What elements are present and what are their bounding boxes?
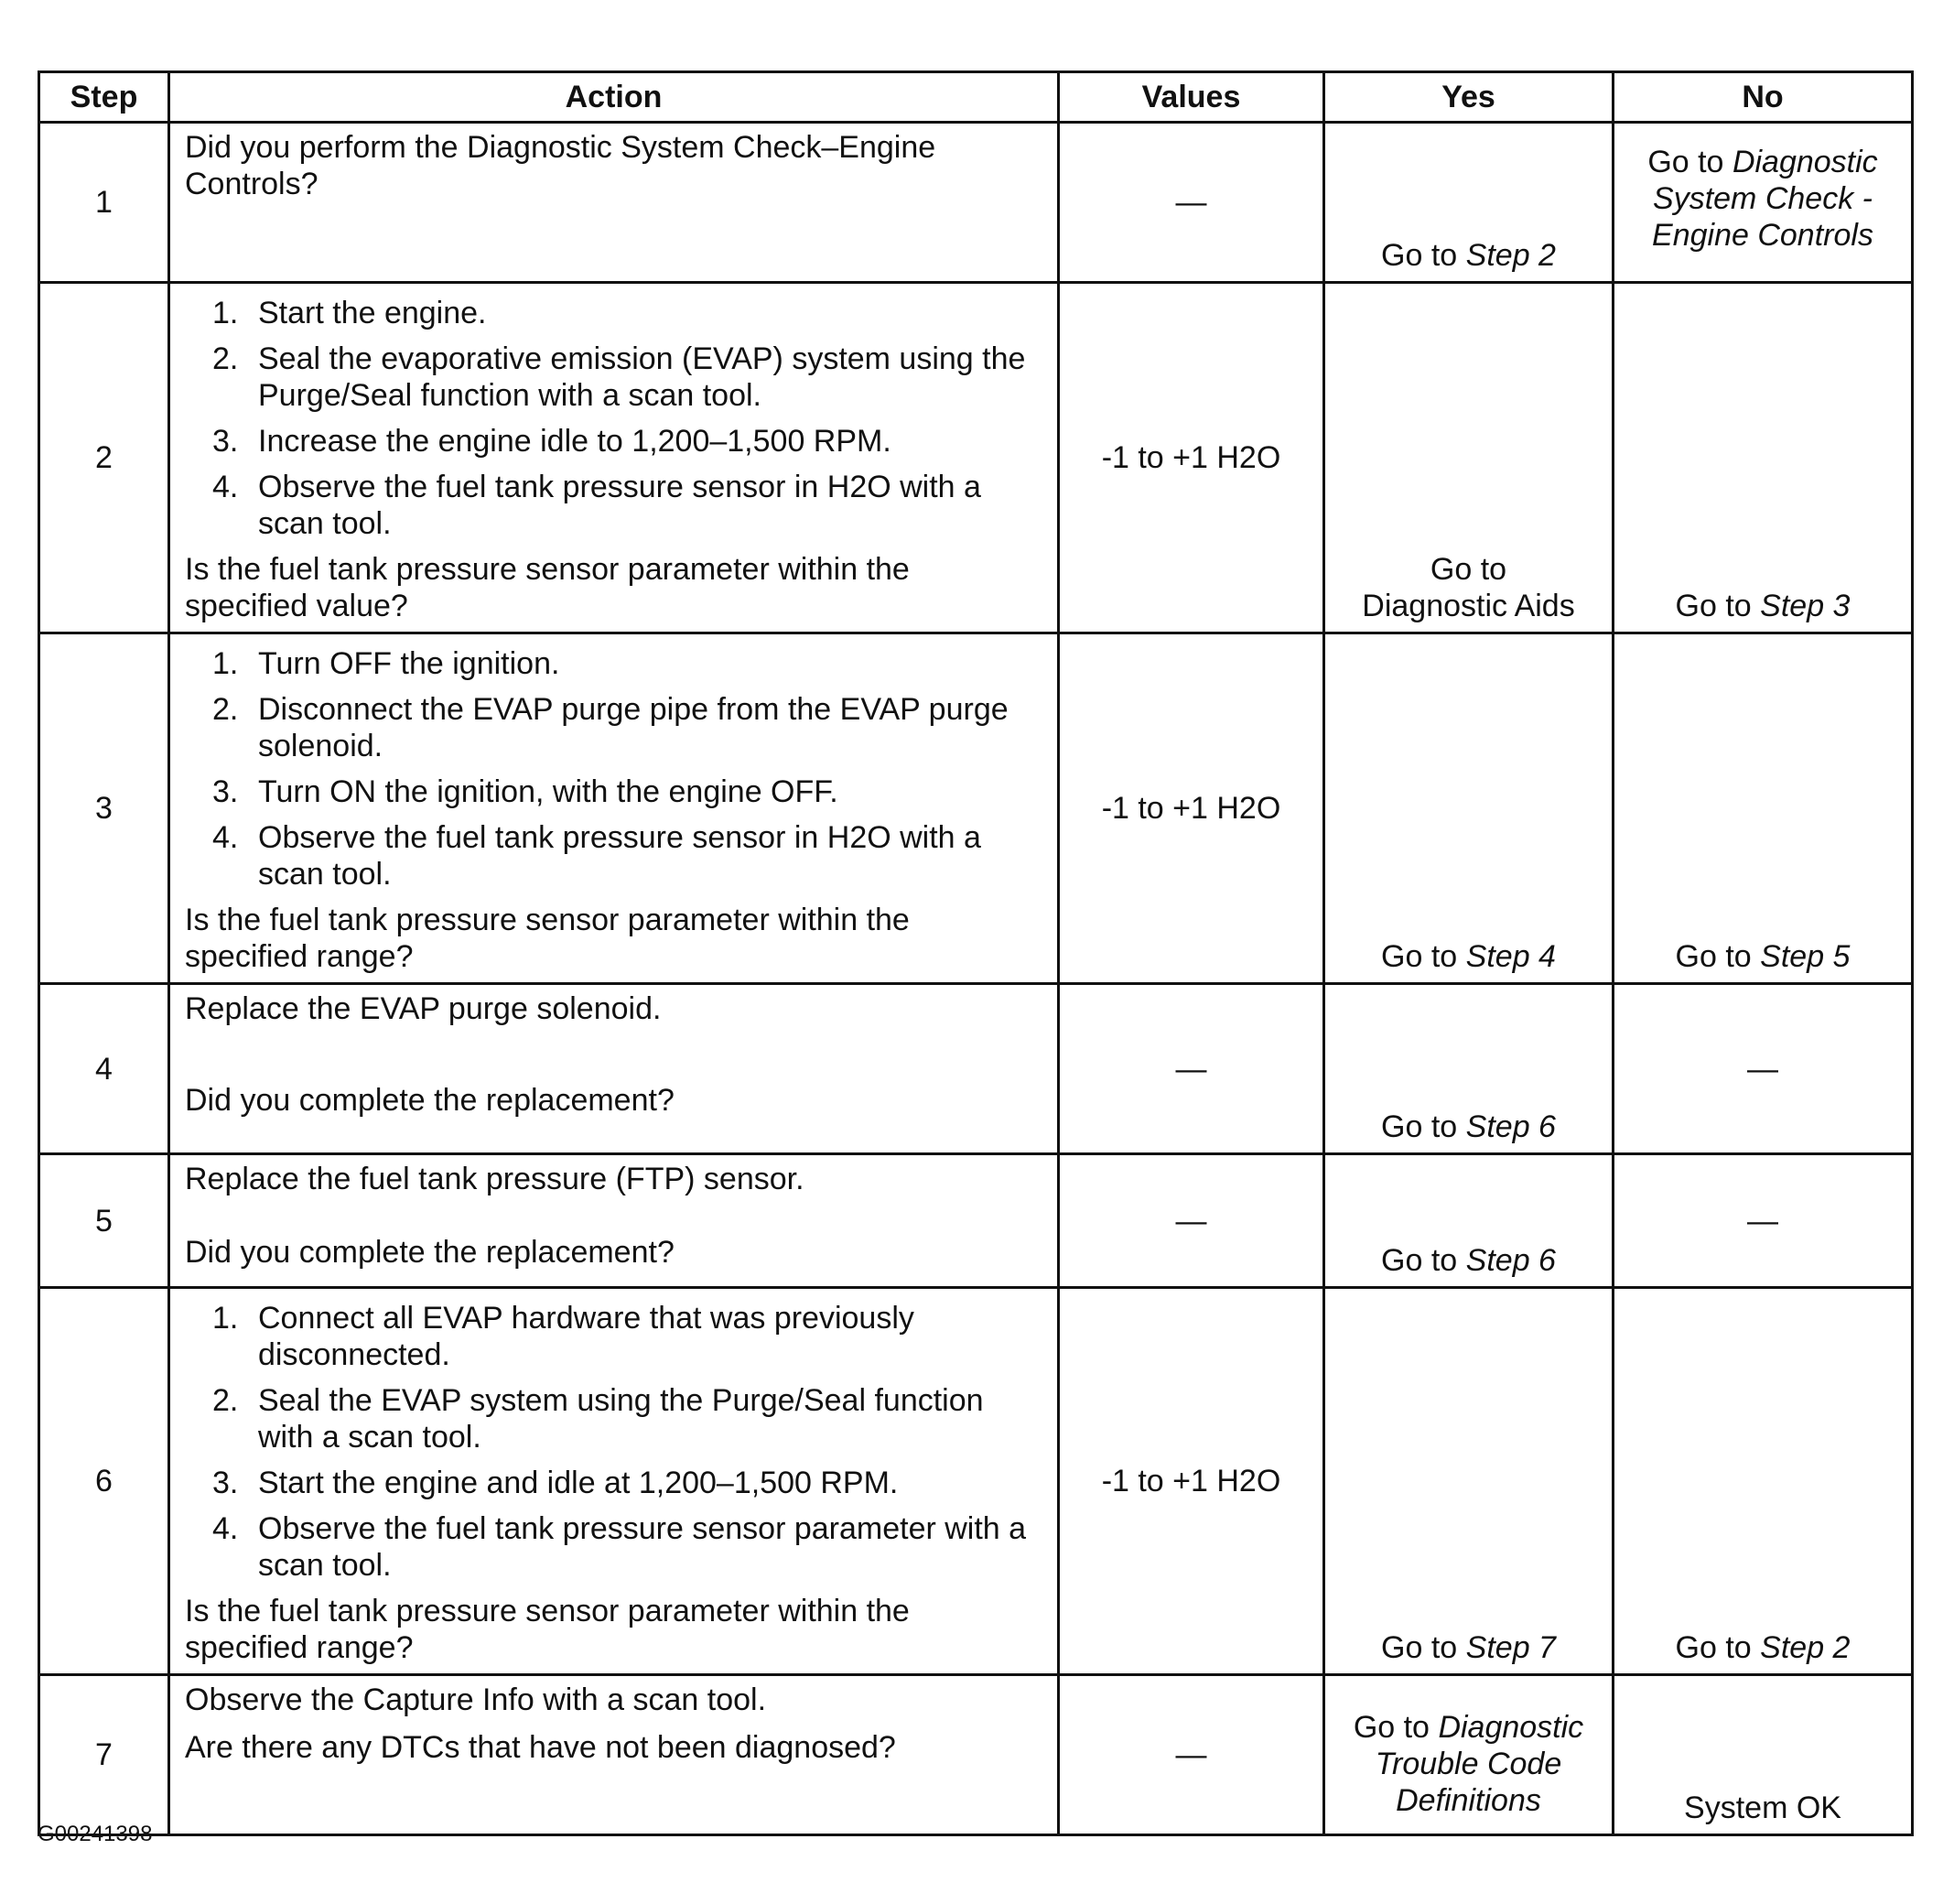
- step-number: 6: [39, 1288, 169, 1675]
- item-text: Connect all EVAP hardware that was previously disconnected.: [258, 1301, 914, 1372]
- header-action: Action: [169, 72, 1059, 123]
- item-text: Disconnect the EVAP purge pipe from the EVAP purge solenoid.: [258, 692, 1009, 763]
- action-cell: [169, 1675, 1059, 1835]
- list-item: [212, 691, 1039, 764]
- item-number: 2.: [212, 1383, 239, 1418]
- header-no: No: [1614, 72, 1913, 123]
- action-list: [185, 295, 1039, 542]
- action-text: Replace the fuel tank pressure (FTP) sensor.: [185, 1162, 804, 1196]
- action-question: Is the fuel tank pressure sensor parameter within the specified range?: [185, 1594, 910, 1665]
- list-item: [212, 645, 1039, 682]
- no-link: Step 2: [1760, 1630, 1851, 1665]
- action-text: Replace the EVAP purge solenoid.: [185, 991, 662, 1026]
- yes-prefix: Go to: [1353, 1710, 1430, 1745]
- list-item: [212, 423, 1039, 460]
- action-cell: [169, 1154, 1059, 1288]
- yes-cell: [1324, 123, 1614, 283]
- list-item: [212, 469, 1039, 542]
- list-item: [212, 1382, 1039, 1455]
- header-values: Values: [1059, 72, 1324, 123]
- action-text: Did you perform the Diagnostic System Check–Engine Controls?: [185, 130, 936, 201]
- table-row: [39, 633, 1913, 984]
- yes-prefix: Go to: [1381, 238, 1458, 273]
- yes-cell: [1324, 1154, 1614, 1288]
- spacer: [185, 1197, 1039, 1228]
- step-number: 2: [39, 283, 169, 633]
- item-text: Seal the evaporative emission (EVAP) system using the Purge/Seal function with a scan tool.: [258, 341, 1026, 413]
- values-cell: —: [1059, 123, 1324, 283]
- values-cell: —: [1059, 1675, 1324, 1835]
- no-cell: —: [1614, 1154, 1913, 1288]
- yes-link: Step 7: [1465, 1630, 1556, 1665]
- action-text: Observe the Capture Info with a scan tool.: [185, 1682, 767, 1717]
- values-cell: -1 to +1 H2O: [1059, 1288, 1324, 1675]
- list-item: [212, 1465, 1039, 1501]
- no-cell: System OK: [1614, 1675, 1913, 1835]
- item-text: Seal the EVAP system using the Purge/Seal function with a scan tool.: [258, 1383, 984, 1455]
- action-list: [185, 1300, 1039, 1584]
- yes-link: Diagnostic Trouble Code Definitions: [1375, 1710, 1584, 1818]
- table-row: [39, 984, 1913, 1154]
- list-item: [212, 819, 1039, 892]
- no-link: Step 3: [1760, 589, 1851, 623]
- item-number: 1.: [212, 646, 239, 681]
- step-number: 5: [39, 1154, 169, 1288]
- yes-link: Step 6: [1465, 1109, 1556, 1144]
- values-cell: —: [1059, 1154, 1324, 1288]
- action-cell: [169, 123, 1059, 283]
- values-cell: -1 to +1 H2O: [1059, 283, 1324, 633]
- header-step: Step: [39, 72, 169, 123]
- table-row: [39, 1288, 1913, 1675]
- item-number: 3.: [212, 774, 239, 809]
- table-row: [39, 1154, 1913, 1288]
- item-number: 2.: [212, 341, 239, 376]
- action-question: Is the fuel tank pressure sensor parameter within the specified value?: [185, 552, 910, 623]
- table-row: [39, 283, 1913, 633]
- yes-cell: [1324, 633, 1614, 984]
- list-item: [212, 341, 1039, 414]
- list-item: [212, 774, 1039, 810]
- item-number: 1.: [212, 1301, 239, 1336]
- item-number: 3.: [212, 1466, 239, 1500]
- action-question: Is the fuel tank pressure sensor parameter within the specified range?: [185, 903, 910, 974]
- item-text: Observe the fuel tank pressure sensor in H2O with a scan tool.: [258, 820, 981, 892]
- values-cell: -1 to +1 H2O: [1059, 633, 1324, 984]
- action-cell: [169, 633, 1059, 984]
- step-number: 4: [39, 984, 169, 1154]
- item-number: 4.: [212, 470, 239, 504]
- yes-prefix: Go to: [1381, 1630, 1458, 1665]
- item-text: Start the engine and idle at 1,200–1,500 RPM.: [258, 1466, 899, 1500]
- item-text: Observe the fuel tank pressure sensor in H2O with a scan tool.: [258, 470, 981, 541]
- no-cell: [1614, 1288, 1913, 1675]
- action-question: Did you complete the replacement?: [185, 1235, 675, 1270]
- list-item: [212, 1510, 1039, 1584]
- no-cell: [1614, 283, 1913, 633]
- no-prefix: Go to: [1647, 145, 1724, 179]
- no-link: Step 5: [1760, 939, 1851, 974]
- table-row: [39, 1675, 1913, 1835]
- yes-cell: [1324, 283, 1614, 633]
- figure-code: G00241398: [38, 1822, 153, 1846]
- item-text: Turn ON the ignition, with the engine OFF.: [258, 774, 838, 809]
- step-number: 1: [39, 123, 169, 283]
- item-text: Increase the engine idle to 1,200–1,500 RPM.: [258, 424, 891, 459]
- no-prefix: Go to: [1675, 939, 1752, 974]
- no-prefix: Go to: [1675, 1630, 1752, 1665]
- item-number: 4.: [212, 1511, 239, 1546]
- yes-cell: [1324, 1288, 1614, 1675]
- yes-link: Step 2: [1465, 238, 1556, 273]
- item-number: 4.: [212, 820, 239, 855]
- no-cell: —: [1614, 984, 1913, 1154]
- step-number: 7: [39, 1675, 169, 1835]
- no-cell: [1614, 123, 1913, 283]
- list-item: [212, 1300, 1039, 1373]
- item-number: 2.: [212, 692, 239, 727]
- no-link: Diagnostic System Check - Engine Controls: [1652, 145, 1878, 253]
- yes-link: Step 6: [1465, 1243, 1556, 1278]
- header-yes: Yes: [1324, 72, 1614, 123]
- action-cell: [169, 283, 1059, 633]
- yes-cell: [1324, 984, 1614, 1154]
- yes-text: Go to Diagnostic Aids: [1362, 552, 1575, 623]
- item-number: 3.: [212, 424, 239, 459]
- item-text: Start the engine.: [258, 296, 487, 330]
- yes-prefix: Go to: [1381, 1109, 1458, 1144]
- values-cell: —: [1059, 984, 1324, 1154]
- spacer: [185, 1027, 1039, 1076]
- action-cell: [169, 984, 1059, 1154]
- item-number: 1.: [212, 296, 239, 330]
- yes-prefix: Go to: [1381, 1243, 1458, 1278]
- yes-cell: [1324, 1675, 1614, 1835]
- action-question: Did you complete the replacement?: [185, 1083, 675, 1118]
- item-text: Observe the fuel tank pressure sensor parameter with a scan tool.: [258, 1511, 1027, 1583]
- header-row: [39, 72, 1913, 123]
- step-number: 3: [39, 633, 169, 984]
- item-text: Turn OFF the ignition.: [258, 646, 560, 681]
- diagnostic-table: [38, 70, 1914, 1836]
- no-prefix: Go to: [1675, 589, 1752, 623]
- no-cell: [1614, 633, 1913, 984]
- yes-prefix: Go to: [1381, 939, 1458, 974]
- action-question: Are there any DTCs that have not been diagnosed?: [185, 1730, 896, 1765]
- action-list: [185, 645, 1039, 892]
- table-row: [39, 123, 1913, 283]
- action-cell: [169, 1288, 1059, 1675]
- yes-link: Step 4: [1465, 939, 1556, 974]
- list-item: [212, 295, 1039, 331]
